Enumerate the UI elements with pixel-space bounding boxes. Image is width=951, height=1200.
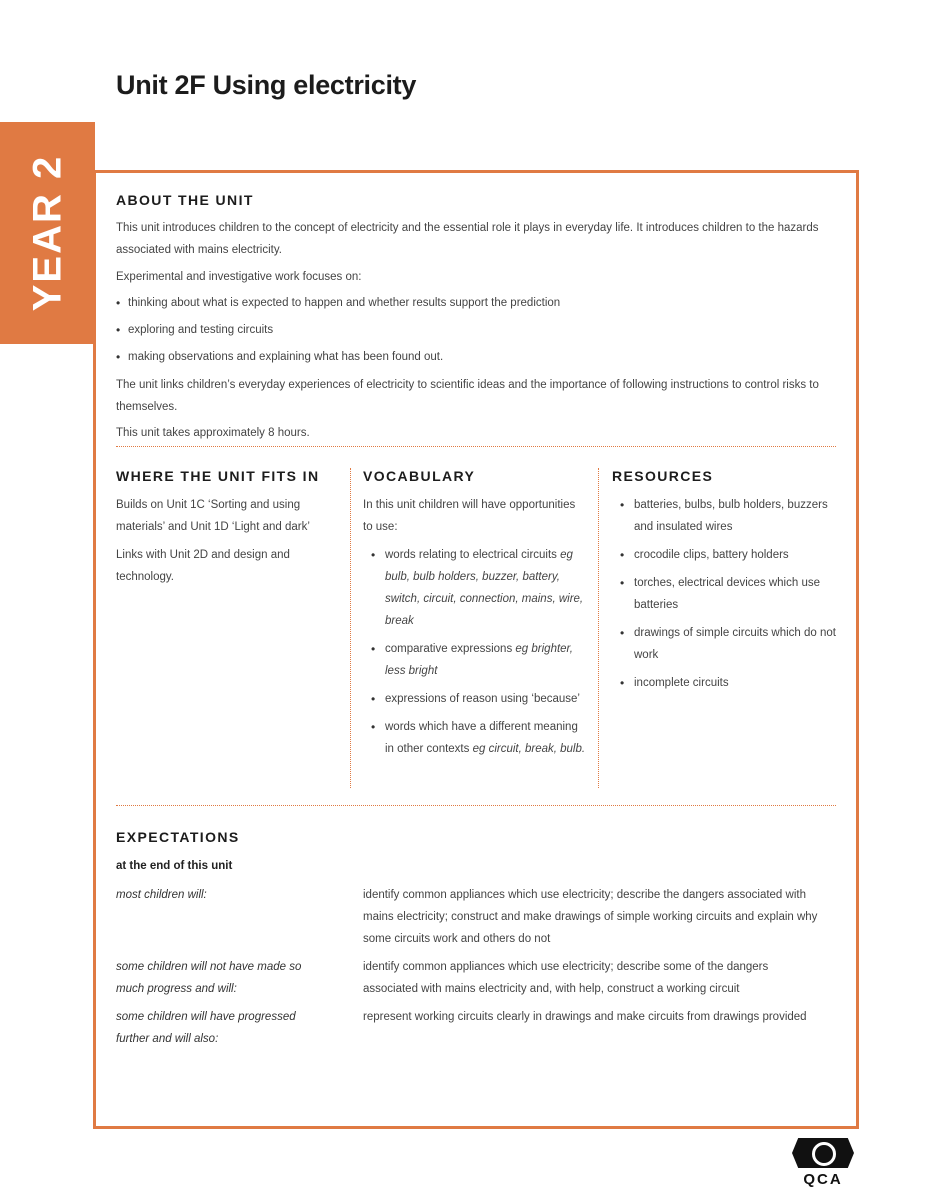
- vocabulary-list: [363, 544, 588, 766]
- list-item: • incomplete circuits: [612, 672, 842, 694]
- expectation-text: identify common appliances which use electricity; describe the dangers associated with mains electricity; construct and make drawings of simple working circuits and explain why some circuits work and others do not: [363, 889, 818, 945]
- divider: [116, 446, 836, 447]
- list-item: [363, 688, 588, 710]
- list-item: • making observations and explaining what has been found out.: [116, 344, 831, 371]
- list-item: • exploring and testing circuits: [116, 317, 831, 344]
- resources-list: [612, 494, 842, 700]
- list-item: • torches, electrical devices which use batteries: [612, 572, 842, 616]
- about-links: The unit links children’s everyday experiences of electricity to scientific ideas and the importance of following instructions to control risks to themselves.: [116, 379, 819, 413]
- about-focus: Experimental and investigative work focuses on:: [116, 271, 362, 283]
- qca-logo-text: QCA: [803, 1171, 843, 1188]
- divider: [116, 805, 836, 806]
- about-heading: ABOUT THE UNIT: [116, 192, 254, 208]
- list-item: • thinking about what is expected to happen and whether results support the prediction: [116, 290, 831, 317]
- about-bullet-list: [116, 290, 831, 371]
- page-title: Unit 2F Using electricity: [116, 70, 417, 100]
- resources-heading: RESOURCES: [612, 468, 714, 484]
- vocab-examples: eg bulb, bulb holders, buzzer, battery, switch, circuit, connection, mains, wire, break: [385, 549, 584, 627]
- fits-links-with: Links with Unit 2D and design and technology.: [116, 549, 290, 583]
- expectations-heading: EXPECTATIONS: [116, 829, 240, 845]
- list-item: • crocodile clips, battery holders: [612, 544, 842, 566]
- vocab-examples: eg circuit, break, bulb.: [472, 743, 586, 755]
- fits-builds-on: Builds on Unit 1C ‘Sorting and using materials’ and Unit 1D ‘Light and dark’: [116, 499, 310, 533]
- expectations-subheading: at the end of this unit: [116, 860, 233, 872]
- expectation-text: represent working circuits clearly in drawings and make circuits from drawings provided: [363, 1011, 807, 1023]
- vocabulary-intro: In this unit children will have opportunities to use:: [363, 499, 576, 533]
- qca-logo-icon: [792, 1138, 854, 1168]
- year-tab: [0, 122, 95, 344]
- fits-heading: WHERE THE UNIT FITS IN: [116, 468, 320, 484]
- list-item: [363, 638, 588, 682]
- year-tab-label: YEAR 2: [25, 154, 69, 312]
- qca-logo: [788, 1138, 858, 1190]
- vocab-text: words relating to electrical circuits: [385, 549, 561, 561]
- vocab-text: expressions of reason using ‘because’: [385, 693, 580, 705]
- list-item: [363, 544, 588, 632]
- expectation-label: most children will:: [116, 889, 207, 901]
- vocab-text: comparative expressions: [385, 643, 516, 655]
- list-item: • drawings of simple circuits which do not work: [612, 622, 842, 666]
- expectation-label: some children will not have made so much progress and will:: [116, 961, 302, 995]
- vocabulary-heading: VOCABULARY: [363, 468, 476, 484]
- about-duration: This unit takes approximately 8 hours.: [116, 427, 310, 439]
- vocab-text: words which have a different meaning in other contexts: [385, 721, 578, 755]
- divider: [350, 468, 351, 788]
- divider: [598, 468, 599, 788]
- expectation-text: identify common appliances which use electricity; describe some of the dangers associated with mains electricity and, with help, construct a working circuit: [363, 961, 769, 995]
- list-item: [363, 716, 588, 760]
- list-item: • batteries, bulbs, bulb holders, buzzers and insulated wires: [612, 494, 842, 538]
- expectation-label: some children will have progressed further and will also:: [116, 1011, 296, 1045]
- about-intro: This unit introduces children to the concept of electricity and the essential role it plays in everyday life. It introduces children to the hazards associated with mains electricity.: [116, 222, 819, 256]
- vocab-examples: eg brighter, less bright: [385, 643, 573, 677]
